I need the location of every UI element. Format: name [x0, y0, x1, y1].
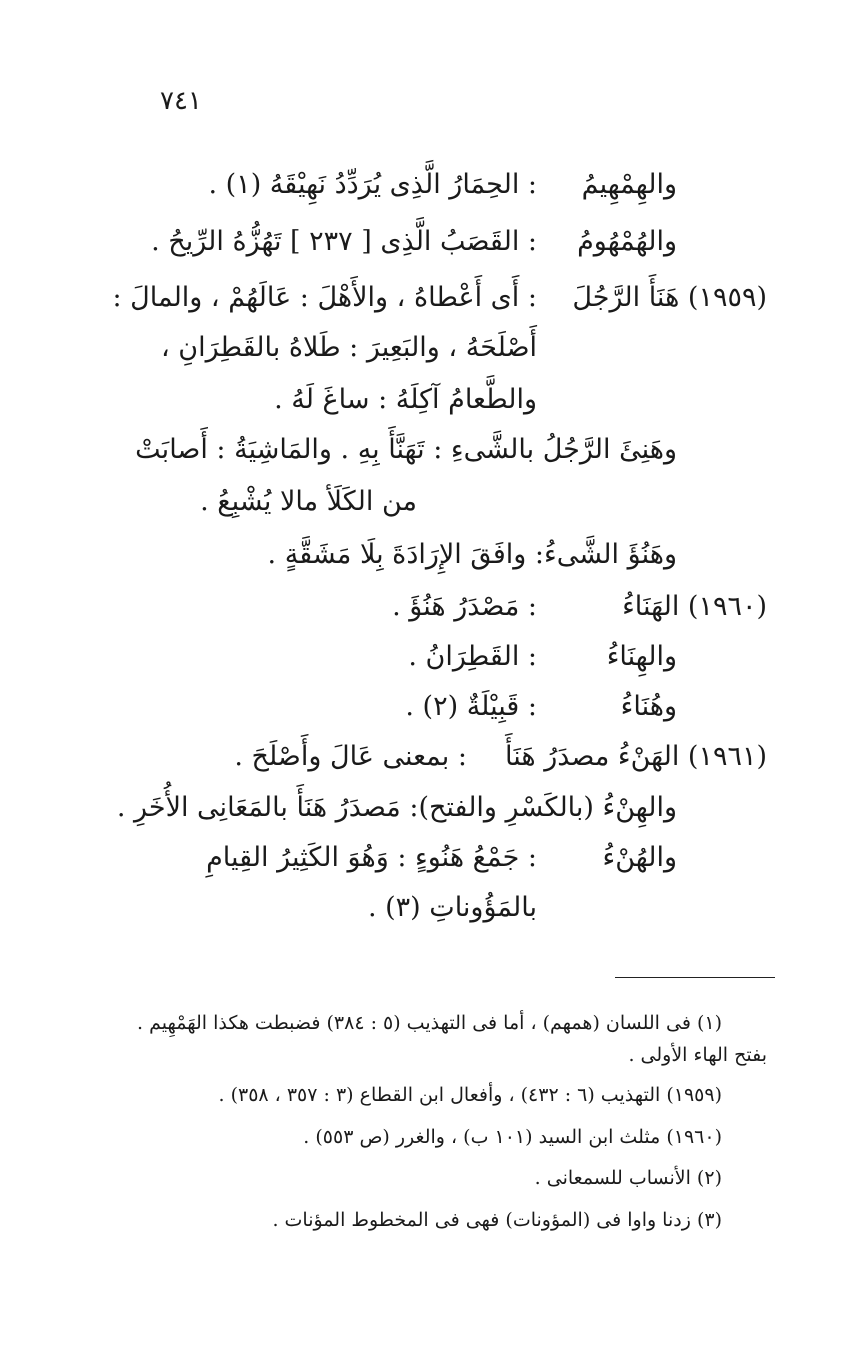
entry-definition: : القَصَبُ الَّذِى [ ٢٣٧ ] تَهُزُّهُ الرِّيحُ .	[151, 226, 537, 257]
entry-line: أَصْلَحَهُ ، والبَعِيرَ : طَلاهُ بالقَطِرَانِ ،	[160, 332, 537, 363]
entry-term: (١٩٦٠) الهَنَاءُ	[622, 591, 767, 622]
footnote: (١) فى اللسان (همهم) ، أما فى التهذيب (٥ : ٣٨٤) فضبطت هكذا الهَمْهِيم .	[137, 1012, 722, 1034]
footnote: (٣) زدنا واوا فى (المؤونات) فهى فى المخطوط المؤنات .	[272, 1209, 722, 1231]
entry-definition: : قَبِيْلَةٌ (٢) .	[405, 691, 537, 722]
entry-line: وهَنُؤَ الشَّىءُ: وافَقَ الإِرَادَةَ بِلَا مَشَقَّةٍ .	[267, 539, 677, 570]
entry-term: والهِمْهِيمُ	[581, 169, 677, 200]
entry-term: والهُمْهُومُ	[577, 226, 677, 257]
footnote: (٢) الأنساب للسمعانى .	[534, 1167, 722, 1189]
entry-line: من الكَلَأ مالا يُشْبِعُ .	[200, 486, 417, 517]
entry-term: (١٩٦١) الهَنْءُ مصدَرُ هَنَأَ	[505, 741, 767, 772]
page-number: ٧٤١	[160, 86, 202, 116]
entry-definition: : بمعنى عَالَ وأَصْلَحَ .	[234, 741, 467, 772]
entry-term: وهُنَاءُ	[620, 691, 677, 722]
entry-term: (١٩٥٩) هَنَأَ الرَّجُلَ	[572, 282, 767, 313]
entry-definition: : مَصْدَرُ هَنُؤَ .	[392, 591, 537, 622]
entry-definition: : جَمْعُ هَنُوءٍ : وَهُوَ الكَثِيرُ القِيامِ	[206, 842, 537, 873]
entry-line: بالمَؤُوناتِ (٣) .	[367, 892, 537, 923]
entry-definition: : الحِمَارُ الَّذِى يُرَدِّدُ نَهِيْقَهُ (١) .	[208, 169, 537, 200]
footnote: بفتح الهاء الأولى .	[628, 1044, 767, 1066]
footnote: (١٩٥٩) التهذيب (٦ : ٤٣٢) ، وأفعال ابن القطاع (٣ : ٣٥٧ ، ٣٥٨) .	[218, 1084, 722, 1106]
entry-term: والهِنَاءُ	[606, 641, 677, 672]
entry-term: والهُنْءُ	[602, 842, 677, 873]
footnote-divider	[615, 977, 775, 978]
footnote: (١٩٦٠) مثلث ابن السيد (١٠١ ب) ، والغرر (ص ٥٥٣) .	[303, 1126, 722, 1148]
entry-line: والهِنْءُ (بالكَسْرِ والفتح): مَصدَرُ هَنَأَ بالمَعَانِى الأُخَرِ .	[116, 792, 677, 823]
entry-line: وهَنِئَ الرَّجُلُ بالشَّىءِ : تَهَنَّأَ بِهِ . والمَاشِيَةُ : أَصابَتْ	[135, 434, 677, 465]
entry-definition: : القَطِرَانُ .	[408, 641, 537, 672]
entry-definition: : أَى أَعْطاهُ ، والأَهْلَ : عَالَهُمْ ، والمالَ :	[112, 282, 537, 313]
entry-line: والطَّعامُ آكِلَهُ : ساغَ لَهُ .	[274, 384, 537, 415]
